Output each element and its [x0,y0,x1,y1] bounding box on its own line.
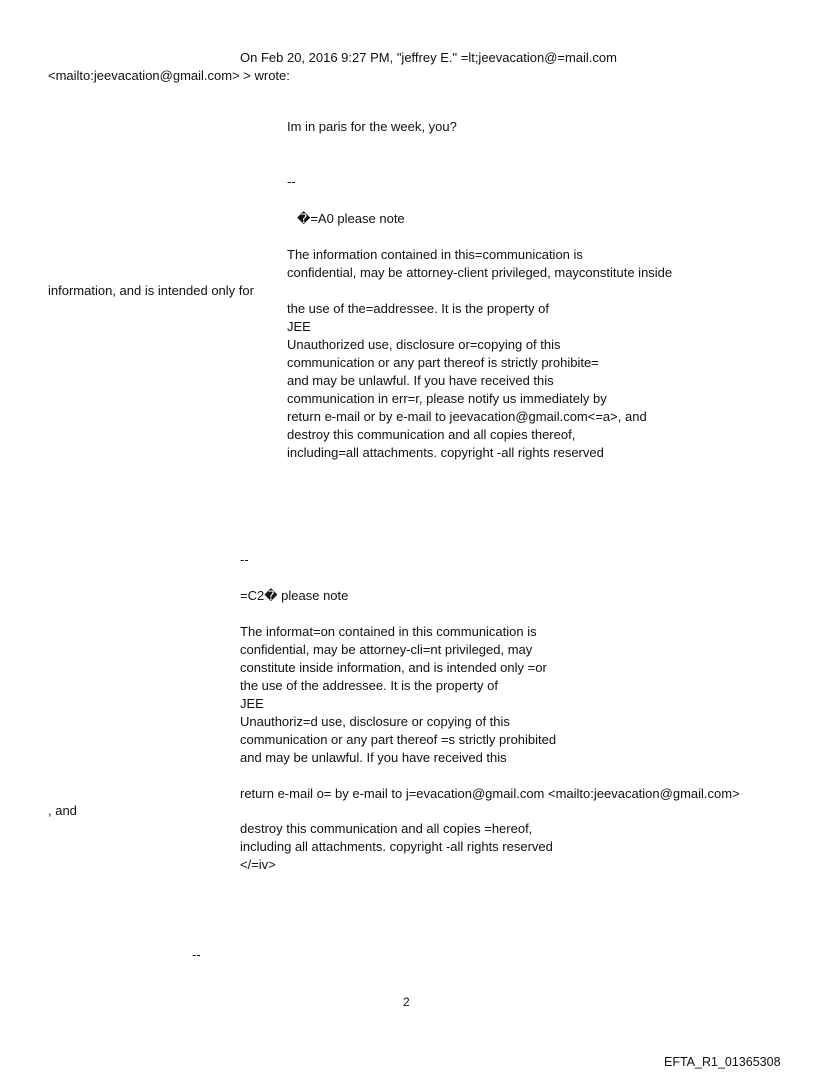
sig2-line: confidential, may be attorney-cli=nt privileged, may [240,642,533,657]
sig1-line: destroy this communication and all copies thereof, [287,427,576,442]
sig1-line: Unauthorized use, disclosure or=copying of this [287,337,561,352]
sig2-paragraph-a [240,623,556,767]
sig2-return-line: return e-mail o= by e-mail to j=evacation@gmail.com <mailto:jeevacation@gmail.com> [240,786,740,801]
sig1-line: confidential, may be attorney-client privileged, mayconstitute inside [287,265,673,280]
sig1-line: the use of the=addressee. It is the property of [287,301,549,316]
sig1-line: return e-mail or by e-mail to jeevacation@gmail.com<=a>, and [287,409,647,424]
sig1-line: including=all attachments. copyright -all rights reserved [287,445,604,460]
sig2-line: constitute inside information, and is intended only =or [240,660,547,675]
sig1-line: communication in err=r, please notify us immediately by [287,391,607,406]
sig1-separator: -- [287,174,296,189]
sig1-line: and may be unlawful. If you have received this [287,373,554,388]
sig2-line: Unauthoriz=d use, disclosure or copying of this [240,714,510,729]
message-body: Im in paris for the week, you? [287,119,457,134]
sig2-please-note: =C2� please note [240,588,349,603]
page-number: 2 [403,995,410,1009]
bottom-separator: -- [192,947,201,962]
sig2-line: and may be unlawful. If you have received this [240,750,507,765]
sig2-left-line: , and [48,803,77,818]
sig1-line: communication or any part thereof is strictly prohibite= [287,355,599,370]
sig1-please-note: �=A0 please note [297,211,405,226]
sig2-line: JEE [240,696,264,711]
sig2-paragraph-b [240,820,553,874]
sig2-separator: -- [240,552,249,567]
sig1-left-line: information, and is intended only for [48,283,254,298]
document-id: EFTA_R1_01365308 [664,1055,781,1069]
header-line-2: <mailto:jeevacation@gmail.com> > wrote: [48,68,290,83]
sig2-line: communication or any part thereof =s strictly prohibited [240,732,557,747]
sig2-line: </=iv> [240,857,276,872]
sig1-paragraph-a [287,246,672,282]
sig1-line: The information contained in this=communication is [287,247,583,262]
sig2-line: destroy this communication and all copies =hereof, [240,821,533,836]
sig2-line: The informat=on contained in this communication is [240,624,537,639]
sig2-line: including all attachments. copyright -all rights reserved [240,839,553,854]
sig1-line: JEE [287,319,311,334]
sig1-paragraph-b [287,300,647,462]
header-line-1: On Feb 20, 2016 9:27 PM, "jeffrey E." =lt;jeevacation@=mail.com [240,50,617,65]
sig2-line: the use of the addressee. It is the property of [240,678,498,693]
